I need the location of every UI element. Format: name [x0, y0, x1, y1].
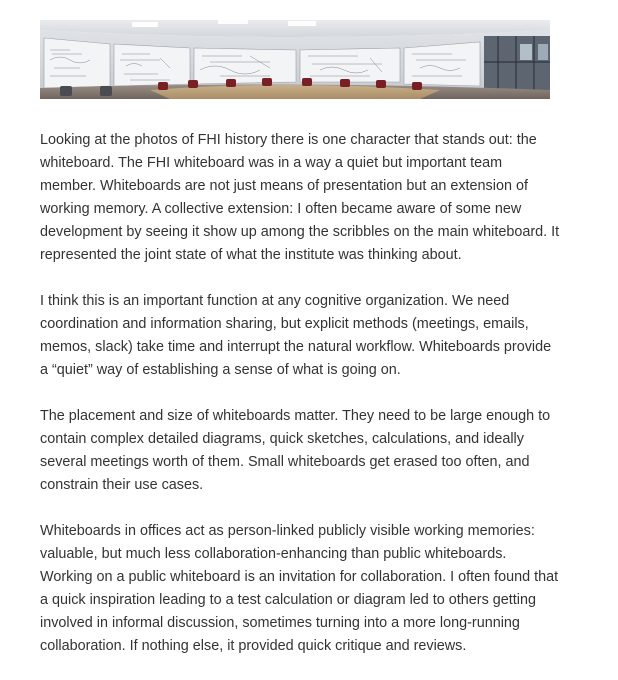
whiteboard-room-photo: [40, 20, 550, 99]
paragraph-2: I think this is an important function at any cognitive organization. We need coordination and information sharing, but explicit methods (meetings, emails, memos, slack) take time and interrupt the natural workflow. Whiteboards provide a “quiet” way of establishing a sense of what is going on.: [40, 293, 552, 378]
article-body: [40, 129, 560, 658]
paragraph-1: Looking at the photos of FHI history there is one character that stands out: the whiteboard. The FHI whiteboard was in a way a quiet but important team member. Whiteboards are not just means of presentation but an extension of working memory. A collective extension: I often became aware of some new development by seeing it show up among the scribbles on the main whiteboard. It represented the joint state of what the institute was thinking about.: [40, 132, 560, 263]
paragraph-4: Whiteboards in offices act as person-linked publicly visible working memories: valuable, but much less collaboration-enhancing than public whiteboards. Working on a public whiteboard is an invitation for collaboration. I often found that a quick inspiration leading to a test calculation or diagram led to others getting involved in informal discussion, sometimes turning into a more long-running collaboration. If nothing else, it provided quick critique and reviews.: [40, 523, 559, 654]
paragraph-3: The placement and size of whiteboards matter. They need to be large enough to contain complex detailed diagrams, quick sketches, calculations, and ideally several meetings worth of them. Small whiteboards get erased too often, and constrain their use cases.: [40, 408, 551, 493]
whiteboard-room-photo-image: [40, 20, 550, 99]
